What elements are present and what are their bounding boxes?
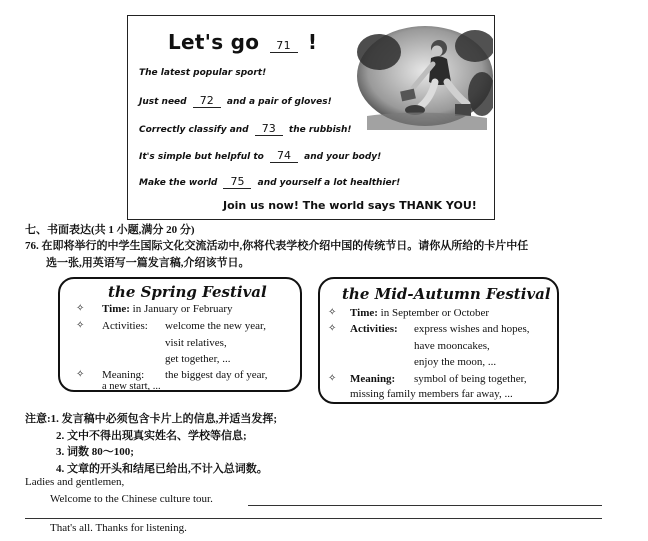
note-item-4: 4. 文章的开头和结尾已给出,不计入总词数。 [56, 463, 268, 475]
note-item-2: 2. 文中不得出现真实姓名、学校等信息; [56, 430, 247, 442]
poster-title-suffix: ! [307, 30, 318, 54]
diamond-bullet-icon: ✧ [328, 323, 337, 334]
poster-line-4-before: It's simple but helpful to [139, 152, 264, 162]
spring-time-label: Time: [102, 303, 130, 315]
spring-meaning-2: a new start, ... [102, 381, 161, 392]
note-item-3: 3. 词数 80～100; [56, 446, 134, 458]
poster-line-2-after: and a pair of gloves! [226, 97, 332, 107]
mid-autumn-meaning-label: Meaning: [350, 373, 396, 385]
spring-activity-3: get together, ... [165, 353, 231, 365]
poster-line-2 [139, 94, 332, 108]
mid-autumn-meaning-2: missing family members far away, ... [350, 388, 513, 400]
speech-opening: Welcome to the Chinese culture tour. [50, 493, 213, 505]
spring-meaning-1: the biggest day of year, [165, 369, 268, 381]
poster-line-5-after: and yourself a lot healthier! [257, 178, 401, 188]
poster-card [127, 15, 495, 220]
note-item-1: 注意:1. 发言稿中必须包含卡片上的信息,并适当发挥; [25, 413, 278, 425]
poster-line-4-after: and your body! [304, 152, 382, 162]
spring-meaning-label: Meaning: [102, 369, 145, 381]
mid-autumn-activity-3: enjoy the moon, ... [414, 356, 497, 368]
mid-autumn-activity-1: express wishes and hopes, [414, 323, 530, 335]
mid-autumn-festival-card [318, 277, 559, 404]
poster-line-4 [139, 149, 381, 163]
poster-line-5-before: Make the world [139, 178, 218, 188]
speech-greeting: Ladies and gentlemen, [25, 476, 125, 488]
poster-title-prefix: Let's go [168, 30, 260, 54]
mid-autumn-time-label: Time: [350, 307, 378, 319]
blank-75: 75 [223, 175, 251, 189]
spring-festival-card [58, 277, 302, 392]
spring-activity-1: welcome the new year, [165, 320, 266, 332]
mid-autumn-time-value: in September or October [380, 307, 490, 319]
mid-autumn-meaning-1: symbol of being together, [414, 373, 527, 385]
poster-footer: Join us now! The world says THANK YOU! [223, 199, 477, 212]
blank-71: 71 [270, 39, 298, 53]
blank-73: 73 [255, 122, 283, 136]
mid-autumn-activities-label: Activities: [350, 323, 398, 335]
diamond-bullet-icon: ✧ [328, 373, 337, 384]
woman-sorting-rubbish-illustration [357, 24, 493, 130]
speech-closing: That's all. Thanks for listening. [50, 522, 187, 534]
diamond-bullet-icon: ✧ [328, 307, 337, 318]
writing-line-1[interactable] [248, 505, 602, 506]
diamond-bullet-icon: ✧ [76, 369, 85, 380]
poster-line-3 [139, 122, 352, 136]
mid-autumn-activity-2: have mooncakes, [414, 340, 490, 352]
poster-line-3-after: the rubbish! [288, 125, 352, 135]
question-text-line-1: 76. 在即将举行的中学生国际文化交流活动中,你将代表学校介绍中国的传统节日。请你从所给的卡片中任 [25, 240, 529, 252]
section-heading: 七、书面表达(共 1 小题,满分 20 分) [25, 224, 195, 236]
poster-title [168, 30, 317, 54]
spring-card-title: the Spring Festival [108, 283, 267, 301]
spring-activity-2: visit relatives, [165, 337, 227, 349]
poster-line-1-text: The latest popular sport! [139, 68, 267, 78]
diamond-bullet-icon: ✧ [76, 303, 85, 314]
poster-line-2-before: Just need [139, 97, 187, 107]
diamond-bullet-icon: ✧ [76, 320, 85, 331]
poster-line-1 [139, 68, 266, 78]
poster-line-5 [139, 175, 400, 189]
writing-line-2[interactable] [25, 518, 602, 519]
poster-line-3-before: Correctly classify and [139, 125, 249, 135]
spring-time-row [102, 303, 233, 315]
mid-autumn-time-row [350, 307, 489, 319]
spring-activities-label: Activities: [102, 320, 148, 332]
blank-72: 72 [193, 94, 221, 108]
mid-autumn-card-title: the Mid-Autumn Festival [342, 285, 551, 303]
question-text-line-2: 选一张,用英语写一篇发言稿,介绍该节日。 [46, 257, 250, 269]
blank-74: 74 [270, 149, 298, 163]
spring-time-value: in January or February [132, 303, 233, 315]
